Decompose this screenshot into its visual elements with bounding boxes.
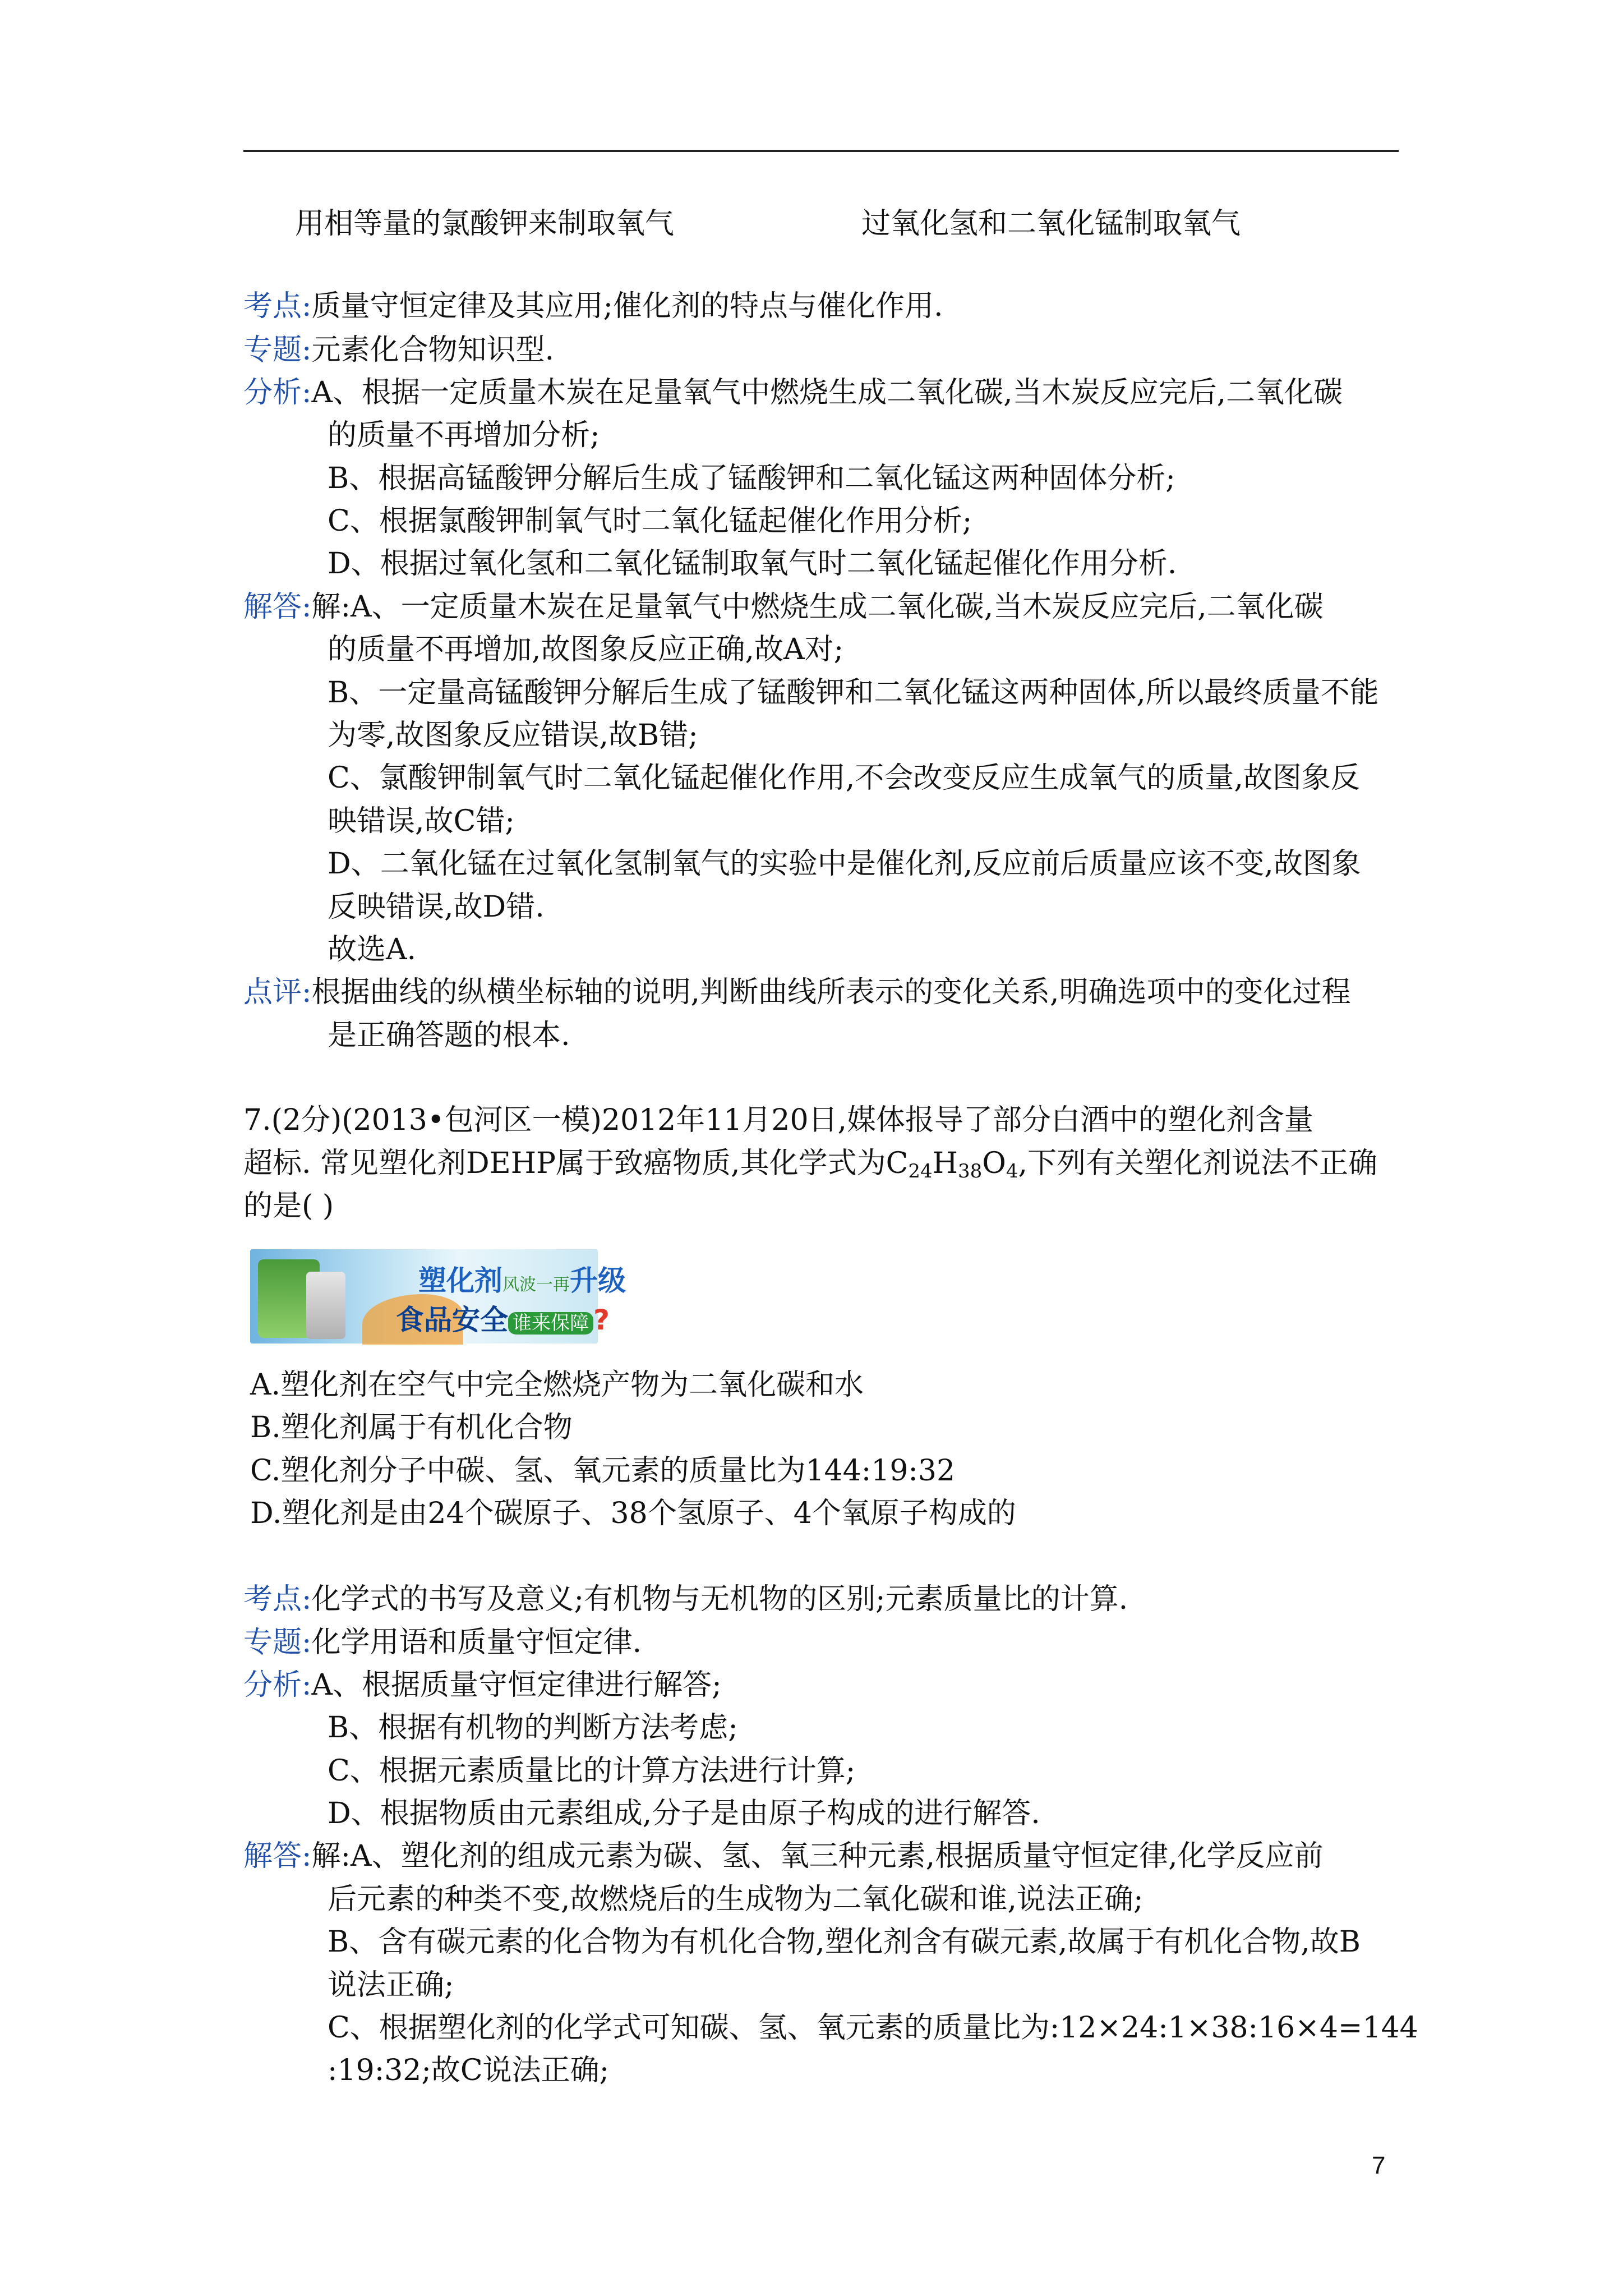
jieda-line: 反映错误,故D错. — [328, 890, 545, 924]
q7-kaodian — [243, 1580, 1128, 1619]
caption-left: 用相等量的氯酸钾来制取氧气 — [295, 207, 675, 241]
option-b: B.塑化剂属于有机化合物 — [250, 1411, 573, 1444]
fenxi-line: A、根据一定质量木炭在足量氧气中燃烧生成二氧化碳,当木炭反应完后,二氧化碳 — [311, 376, 1343, 409]
page-number: 7 — [1372, 2152, 1386, 2179]
jieda-line: B、含有碳元素的化合物为有机化合物,塑化剂含有碳元素,故属于有机化合物,故B — [328, 1925, 1361, 1959]
jieda-label: 解答: — [243, 590, 312, 624]
banner-line1 — [418, 1258, 626, 1299]
jieda-line: :19:32;故C说法正确; — [328, 2054, 610, 2087]
jieda-line: 解:A、一定质量木炭在足量氧气中燃烧生成二氧化碳,当木炭反应完后,二氧化碳 — [311, 590, 1324, 624]
plasticizer-banner-image — [250, 1249, 626, 1343]
stem-text: O — [982, 1147, 1006, 1180]
kaodian-label: 考点: — [243, 1582, 312, 1616]
zhuanti-text: 元素化合物知识型. — [311, 333, 555, 367]
subscript: 24 — [908, 1160, 933, 1182]
jieda-line: 故选A. — [328, 933, 417, 967]
kaodian-text: 化学式的书写及意义;有机物与无机物的区别;元素质量比的计算. — [311, 1582, 1128, 1616]
q7-stem-line: 的是( ) — [243, 1189, 334, 1223]
fenxi-line: C、根据氯酸钾制氧气时二氧化锰起催化作用分析; — [328, 504, 972, 538]
jieda-line: 后元素的种类不变,故燃烧后的生成物为二氧化碳和谁,说法正确; — [328, 1883, 1144, 1916]
jieda-line: B、一定量高锰酸钾分解后生成了锰酸钾和二氧化锰这两种固体,所以最终质量不能 — [328, 676, 1379, 710]
option-c: C.塑化剂分子中碳、氢、氧元素的质量比为144:19:32 — [250, 1454, 956, 1488]
jieda-label: 解答: — [243, 1839, 312, 1873]
q6-zhuanti — [243, 330, 554, 370]
fenxi-line: 的质量不再增加分析; — [328, 418, 600, 452]
banner-text: 风波一再 — [502, 1275, 570, 1295]
fenxi-line: B、根据有机物的判断方法考虑; — [328, 1711, 738, 1745]
jieda-line: C、氯酸钾制氧气时二氧化锰起催化作用,不会改变反应生成氧气的质量,故图象反 — [328, 761, 1360, 795]
option-d: D.塑化剂是由24个碳原子、38个氢原子、4个氧原子构成的 — [250, 1497, 1016, 1530]
kaodian-label: 考点: — [243, 289, 312, 323]
fenxi-line: D、根据物质由元素组成,分子是由原子构成的进行解答. — [328, 1797, 1040, 1830]
stem-text: 超标. 常见塑化剂DEHP属于致癌物质,其化学式为C — [243, 1147, 909, 1180]
zhuanti-label: 专题: — [243, 1626, 312, 1659]
jieda-line: 说法正确; — [328, 1968, 454, 2002]
fenxi-line: C、根据元素质量比的计算方法进行计算; — [328, 1754, 856, 1788]
jieda-line: 为零,故图象反应错误,故B错; — [328, 719, 698, 752]
q6-jieda — [243, 587, 1324, 627]
q7-fenxi — [243, 1665, 722, 1705]
fenxi-line: A、根据质量守恒定律进行解答; — [311, 1668, 722, 1702]
subscript: 4 — [1006, 1160, 1018, 1182]
stem-text: H — [932, 1147, 958, 1180]
dianping-line: 是正确答题的根本. — [328, 1019, 570, 1052]
q6-kaodian — [243, 287, 943, 326]
jieda-line: D、二氧化锰在过氧化氢制氧气的实验中是催化剂,反应前后质量应该不变,故图象 — [328, 847, 1361, 881]
q6-fenxi — [243, 373, 1343, 412]
stem-text: ,下列有关塑化剂说法不正确 — [1018, 1147, 1378, 1180]
q6-dianping — [243, 973, 1351, 1012]
jieda-line: 解:A、塑化剂的组成元素为碳、氢、氧三种元素,根据质量守恒定律,化学反应前 — [311, 1839, 1324, 1873]
q7-zhuanti — [243, 1623, 642, 1662]
banner-text: 食品安全 — [396, 1304, 508, 1336]
q7-stem-line: 7.(2分)(2013•包河区一模)2012年11月20日,媒体报导了部分白酒中的塑化剂含量 — [243, 1103, 1314, 1137]
banner-line2 — [396, 1297, 610, 1338]
q7-stem-line — [243, 1144, 1377, 1183]
fenxi-line: D、根据过氧化氢和二氧化锰制取氧气时二氧化锰起催化作用分析. — [328, 547, 1177, 581]
banner-text: 升级 — [570, 1264, 626, 1297]
bottle-graphic — [306, 1272, 345, 1339]
banner-text: 塑化剂 — [418, 1264, 502, 1297]
caption-right: 过氧化氢和二氧化锰制取氧气 — [861, 207, 1241, 241]
fenxi-line: B、根据高锰酸钾分解后生成了锰酸钾和二氧化锰这两种固体分析; — [328, 462, 1175, 495]
jieda-line: 的质量不再增加,故图象反应正确,故A对; — [328, 633, 844, 666]
banner-badge: 谁来保障 — [508, 1312, 593, 1335]
q7-jieda — [243, 1837, 1324, 1876]
dianping-line: 根据曲线的纵横坐标轴的说明,判断曲线所表示的变化关系,明确选项中的变化过程 — [311, 976, 1351, 1009]
kaodian-text: 质量守恒定律及其应用;催化剂的特点与催化作用. — [311, 289, 943, 323]
option-a: A.塑化剂在空气中完全燃烧产物为二氧化碳和水 — [250, 1368, 864, 1402]
subscript: 38 — [958, 1160, 983, 1182]
jieda-line: 映错误,故C错; — [328, 804, 515, 838]
header-rule — [243, 150, 1399, 152]
banner-text: ? — [593, 1304, 610, 1336]
zhuanti-label: 专题: — [243, 333, 312, 367]
fenxi-label: 分析: — [243, 376, 312, 409]
dianping-label: 点评: — [243, 976, 312, 1009]
fenxi-label: 分析: — [243, 1668, 312, 1702]
jieda-line: C、根据塑化剂的化学式可知碳、氢、氧元素的质量比为:12×24:1×38:16×4=144 — [328, 2011, 1418, 2045]
zhuanti-text: 化学用语和质量守恒定律. — [311, 1626, 642, 1659]
